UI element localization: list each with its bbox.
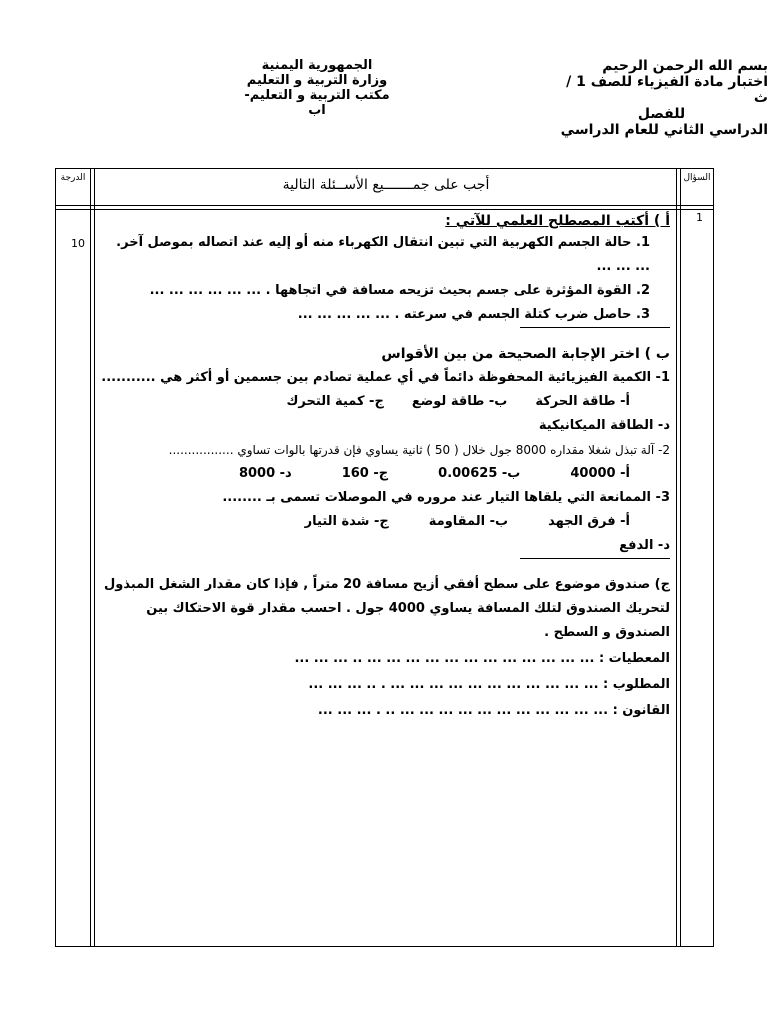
section-b-heading: ب ) اختر الإجابة الصحيحة من بين الأقواس (381, 346, 670, 362)
b-q3-option-c: ج- شدة التيار (304, 514, 389, 529)
b-q1-option-b: ب- طاقة لوضع (411, 394, 508, 409)
header-basmala: بسم الله الرحمن الرحيم (602, 58, 768, 74)
header-term: للفصل (637, 106, 686, 122)
exam-table (55, 168, 714, 947)
grade-column-label: الدرجة (60, 173, 86, 183)
b-q2-text: 2- آلة تبذل شغلا مقداره 8000 جول خلال ( 50 ) ثانية يساوي فإن قدرتها بالوات تساوي ................. (168, 443, 670, 457)
header-country: الجمهورية اليمنية (261, 58, 373, 73)
question-number: 1 (696, 211, 703, 224)
exam-content (98, 211, 670, 723)
header-row-divider (56, 205, 713, 206)
exam-instructions: أجب على جمـــــــيع الأســئلة التالية (282, 177, 490, 193)
b-q1-option-a: أ- طاقة الحركة (535, 394, 630, 409)
b-q2-option-c: ج- 160 (341, 466, 389, 481)
section-a-heading: أ ) أكتب المصطلح العلمي للآتي : (445, 213, 670, 229)
b-q1-option-c: ج- كمية التحرك (286, 394, 384, 409)
b-q2-option-b: ب- 0.00625 (438, 466, 521, 481)
section-c-required: المطلوب : ... ... ... ... ... ... ... ... ... ... ... . .. ... ... ... (308, 677, 670, 692)
section-a-item-3: 3. حاصل ضرب كتلة الجسم في سرعته . ... ... ... ... ... (297, 307, 650, 322)
header-office: مكتب التربية و التعليم- (244, 88, 390, 103)
b-q2-options (98, 462, 670, 486)
b-q3-options (98, 510, 670, 534)
header-exam-block (555, 58, 768, 138)
question-column-label: السؤال (683, 173, 711, 183)
section-a-item-2: 2. القوة المؤثرة على جسم بحيث تزيحه مسافة في اتجاهها . ... ... ... ... ... ... (149, 283, 650, 298)
section-a-rule (520, 327, 670, 328)
b-q3-option-a: أ- فرق الجهد (548, 514, 630, 529)
b-q2-option-d: د- 8000 (238, 466, 292, 481)
grade-column-divider (90, 169, 91, 946)
question-column-divider (676, 169, 677, 946)
b-q1-option-d: د- الطاقة الميكانيكية (538, 418, 670, 433)
header-row-divider-inner (56, 209, 713, 210)
section-b-rule (520, 558, 670, 559)
b-q3-option-d: د- الدفع (619, 538, 670, 553)
header-exam-title: اختبار مادة الفيزياء للصف 1 /ث (566, 74, 768, 106)
header-ministry-block (232, 58, 402, 134)
section-c-text: ج) صندوق موضوع على سطح أفقي أزيح مسافة 20 متراً , فإذا كان مقدار الشغل المبذول لتحريك الصندوق لتلك المسافة يساوي 4000 جول . احسب مقدار قوة الاحتكاك بين الصندوق و السطح . (103, 577, 670, 640)
question-column-divider-inner (680, 169, 681, 946)
question-grade: 10 (71, 237, 85, 250)
section-a-item-1: 1. حالة الجسم الكهربية التي تبين انتقال الكهرباء منه أو إليه عند اتصاله بموصل آخر. ... ... ... (116, 235, 650, 274)
header-ministry: وزارة التربية و التعليم (246, 73, 388, 88)
b-q3-option-b: ب- المقاومة (428, 514, 509, 529)
header-school-year: الدراسي الثاني للعام الدراسي (561, 122, 768, 138)
b-q2-option-a: أ- 40000 (570, 466, 630, 481)
header-city: اب (308, 103, 326, 118)
grade-column-divider-inner (94, 169, 95, 946)
b-q1-text: 1- الكمية الفيزيائية المحفوظة دائماً في أي عملية تصادم بين جسمين أو أكثر هي ........... (101, 370, 670, 385)
section-c-givens: المعطيات : ... ... ... ... ... ... ... ... ... ... ... ... .. ... ... ... (294, 651, 670, 666)
b-q1-options (98, 390, 670, 414)
b-q3-text: 3- الممانعة التي يلقاها التيار عند مروره في الموصلات تسمى بـ ........ (222, 490, 670, 505)
section-c-law: القانون : ... ... ... ... ... ... ... ... ... ... ... .. . ... ... ... (317, 703, 670, 718)
